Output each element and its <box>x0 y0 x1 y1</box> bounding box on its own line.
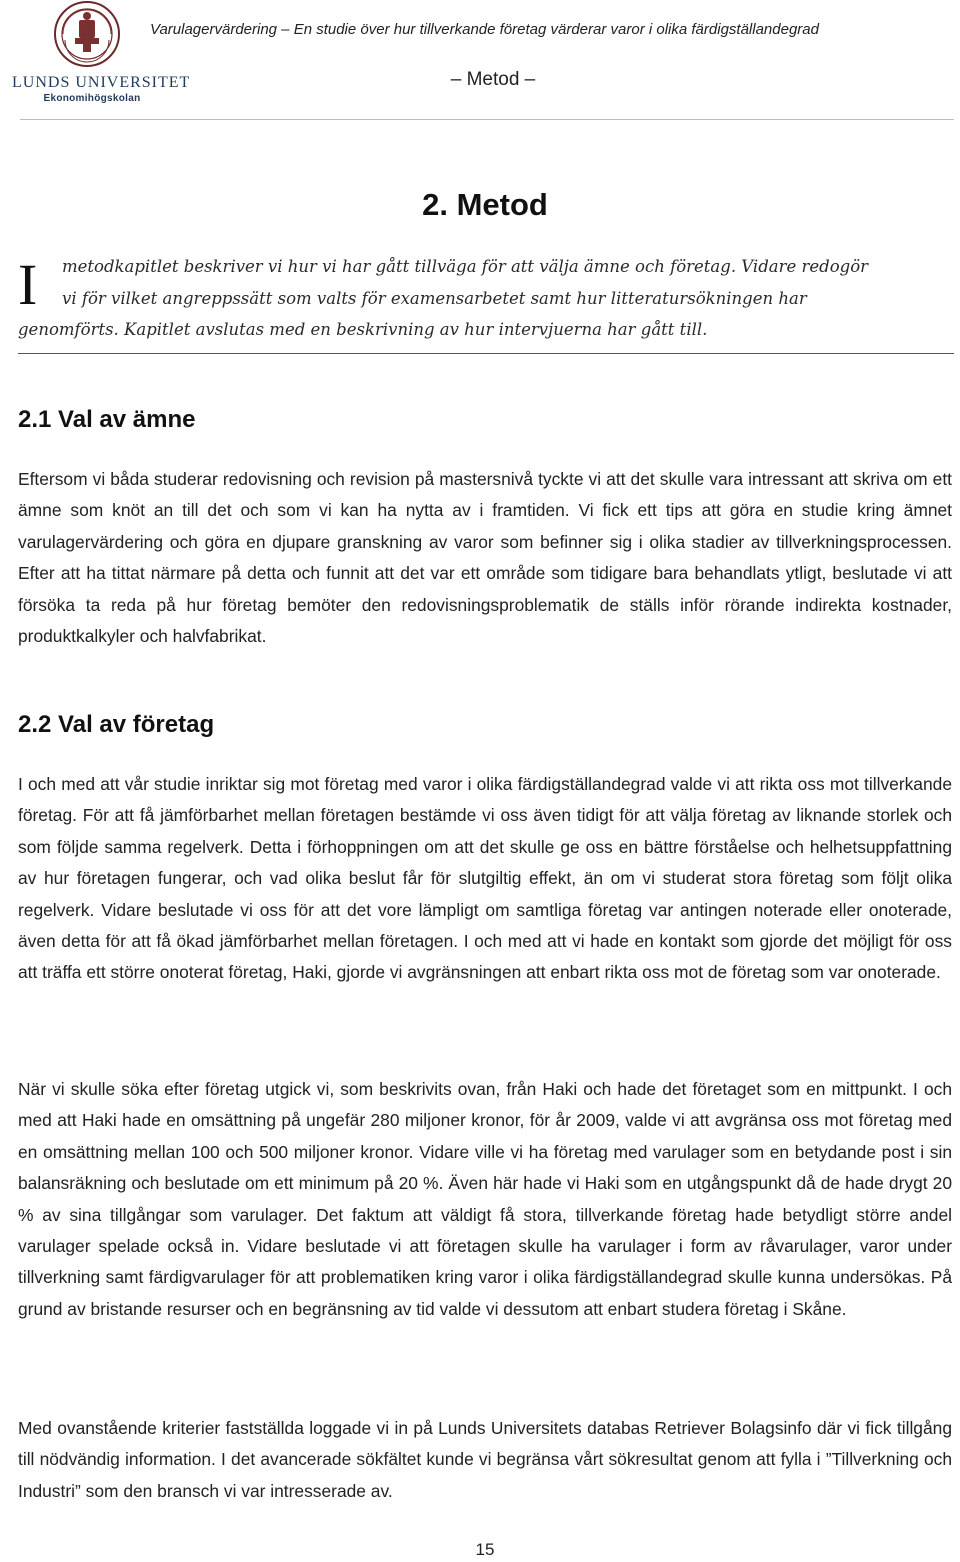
page-number: 15 <box>475 1540 495 1559</box>
intro-line-2: vi för vilket angreppssätt som valts för examensarbetet samt hur litteratursökningen har <box>62 289 807 308</box>
running-title: Varulagervärdering – En studie över hur tillverkande företag värderar varor i olika färdigställandegrad <box>150 21 819 38</box>
page-header <box>0 0 960 120</box>
intro-dropcap: I <box>18 252 38 317</box>
section-paragraph: I och med att vår studie inriktar sig mot företag med varor i olika färdigställandegrad valde vi att rikta oss mot tillverkande företag. För att få jämförbarhet mellan företagen bestämde vi oss även tidigt för att välja företag av liknande storlek och som följde samma regelverk. Detta i förhoppningen om att det skulle ge oss en bättre förståelse och helhetsuppfattning av hur företagen fungerar, och vad olika beslut får för slutgiltig effekt, än om vi studerat stora företag som följt olika regelverk. Vidare beslutade vi oss för att det vore lämpligt om samtliga företag var antingen noterade eller onoterade, även detta för att få ökad jämförbarhet mellan företagen. I och med att vi hade en kontakt som gjorde det möjligt för oss att träffa ett större onoterat företag, Haki, gjorde vi avgränsningen att enbart rikta oss mot de företag som var onoterade. <box>18 774 952 983</box>
section-paragraph: Med ovanstående kriterier fastställda loggade vi in på Lunds Universitets databas Retriever Bolagsinfo där vi fick tillgång till nödvändig information. I det avancerade sökfältet kunde vi begränsa vårt sökresultat genom att fylla i ”Tillverkning och Industri” som den bransch vi var intresserade av. <box>18 1418 952 1501</box>
section-heading-val-av-amne: 2.1 Val av ämne <box>18 406 196 433</box>
intro-line-1: metodkapitlet beskriver vi hur vi har gått tillväga för att välja ämne och företag. Vidare redogör <box>62 257 869 276</box>
running-section-label: – Metod – <box>450 69 536 90</box>
intro-line-3: genomförts. Kapitlet avslutas med en beskrivning av hur intervjuerna har gått till. <box>18 320 708 339</box>
university-seal-icon <box>53 0 121 68</box>
university-logo <box>6 0 191 108</box>
section-paragraph: När vi skulle söka efter företag utgick vi, som beskrivits ovan, från Haki och hade det företaget som en mittpunkt. I och med att Haki hade en omsättning på ungefär 280 miljoner kronor, för år 2009, valde vi att avgränsa oss mot företag med en omsättning mellan 100 och 500 miljoner kronor. Vidare ville vi ha företag med varulager som en betydande post i sin balansräkning och beslutade om ett minimum på 20 %. Även här hade vi Haki som en utgångspunkt då de hade drygt 20 % av sina tillgångar som varulager. Det faktum att väldigt få stora, tillverkande företag hade betydligt större andel varulager spelade också in. Vidare beslutade vi att företagen skulle ha varulager i form av råvarulager, varor under tillverkning samt färdigvarulager för att problematiken kring varor i olika färdigställandegrad skulle kunna undersökas. På grund av bristande resurser och en begränsning av tid valde vi dessutom att enbart studera företag i Skåne. <box>18 1079 952 1319</box>
chapter-title: 2. Metod <box>422 187 548 222</box>
section-paragraph: Eftersom vi båda studerar redovisning och revision på mastersnivå tyckte vi att det skulle vara intressant att skriva om ett ämne som knöt an till det och som vi kan ha nytta av i framtiden. Vi fick ett tips att göra en studie kring ämnet varulagervärdering och göra en djupare granskning av varor som befinner sig i olika stadier av tillverkningsprocessen. Efter att ha tittat närmare på detta och funnit att det var ett område som tidigare bara behandlats ytligt, beslutade vi att försöka ta reda på hur företag bemöter den redovisningsproblematik de ställs inför rörande indirekta kostnader, produktkalkyler och halvfabrikat. <box>18 469 952 647</box>
university-name: LUNDS UNIVERSITET <box>12 74 191 91</box>
school-name: Ekonomihögskolan <box>43 93 141 104</box>
header-divider <box>20 119 954 120</box>
section-heading-val-av-foretag: 2.2 Val av företag <box>18 711 215 738</box>
intro-divider <box>18 353 954 354</box>
